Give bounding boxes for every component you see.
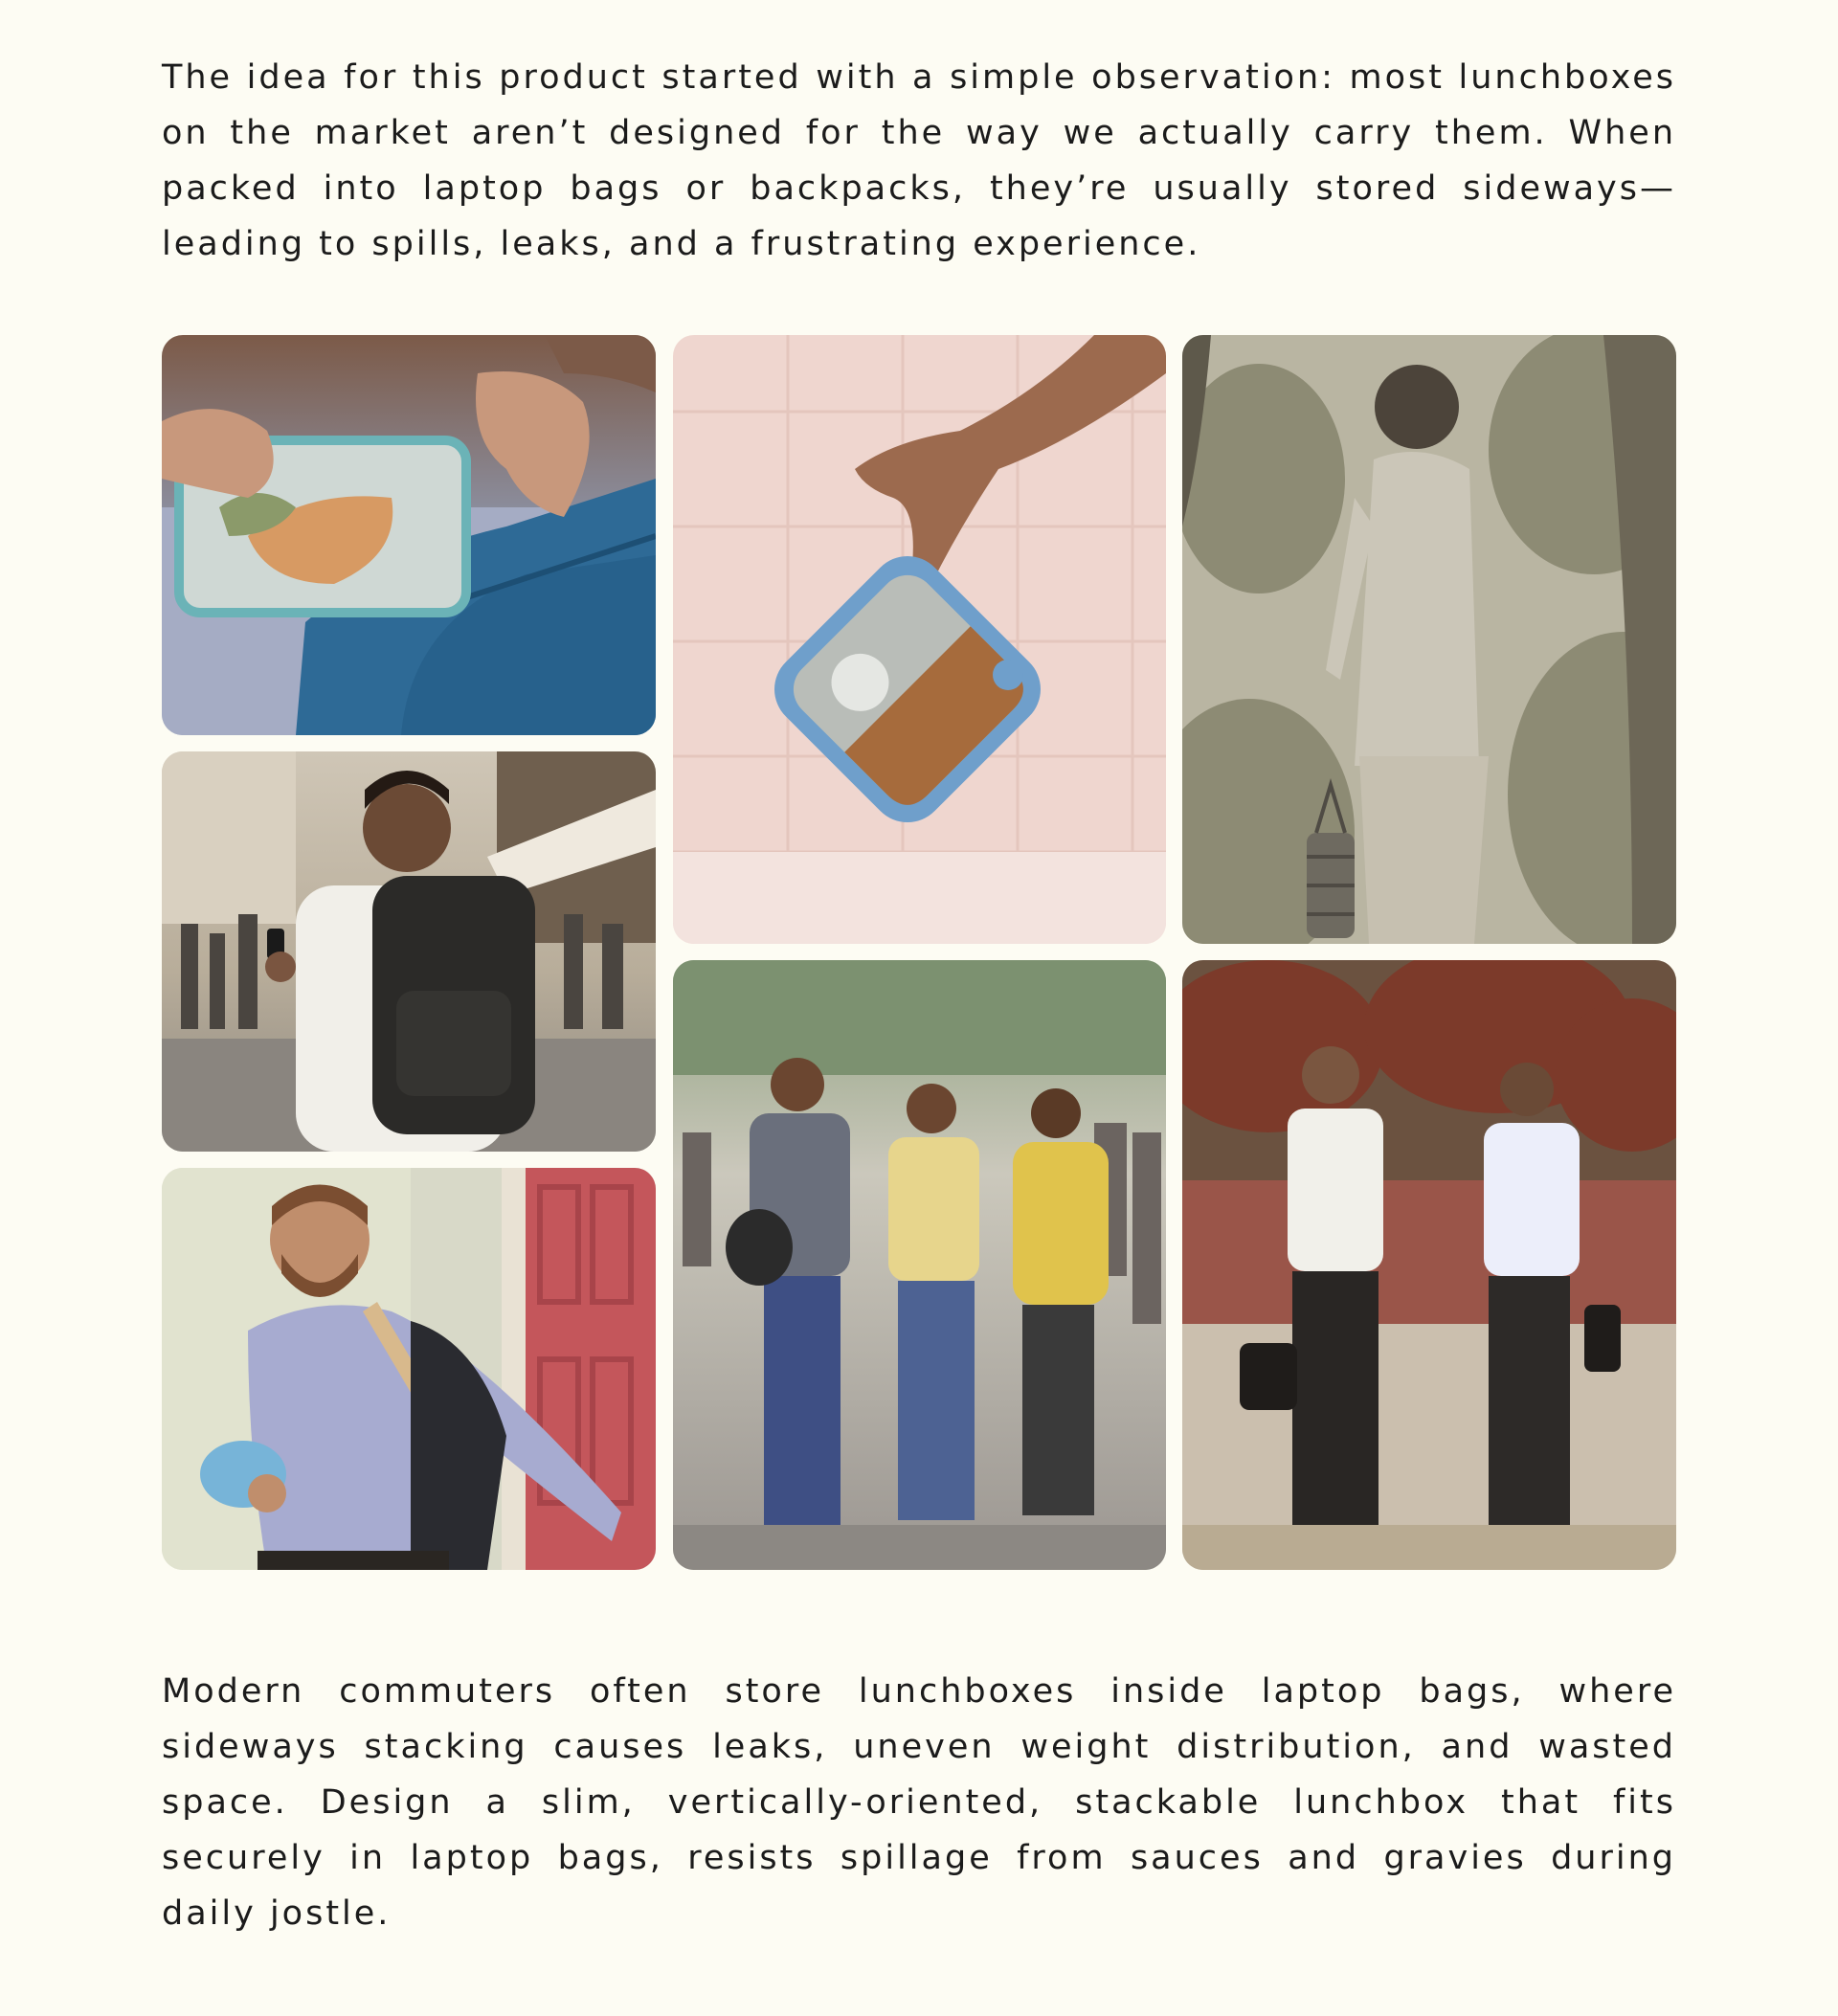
photo-man-leaving-door [162, 1168, 656, 1570]
photo-lunchbox-into-bag [162, 335, 656, 735]
photo-students-walking [673, 960, 1166, 1570]
closing-paragraph: Modern commuters often store lunchboxes inside laptop bags, where sideways stacking causes leaks, uneven weight distribution, and wasted space. Design a slim, vertically-oriented, stackable lunchbox that fits securely in laptop bags, resists spillage from sauces and gravies during daily jostle. [162, 1672, 1676, 1933]
intro-paragraph: The idea for this product started with a simple observation: most lunchboxes on the market aren’t designed for the way we actually carry them. When packed into laptop bags or backpacks, they’re usually stored sideways—leading to spills, leaks, and a frustrating experience. [162, 58, 1676, 263]
photo-man-with-backpack [162, 751, 656, 1152]
photo-hand-holding-lunchbox [673, 335, 1166, 944]
photo-office-commuters [1182, 960, 1676, 1570]
photo-vintage-tiffin-carrier [1182, 335, 1676, 944]
